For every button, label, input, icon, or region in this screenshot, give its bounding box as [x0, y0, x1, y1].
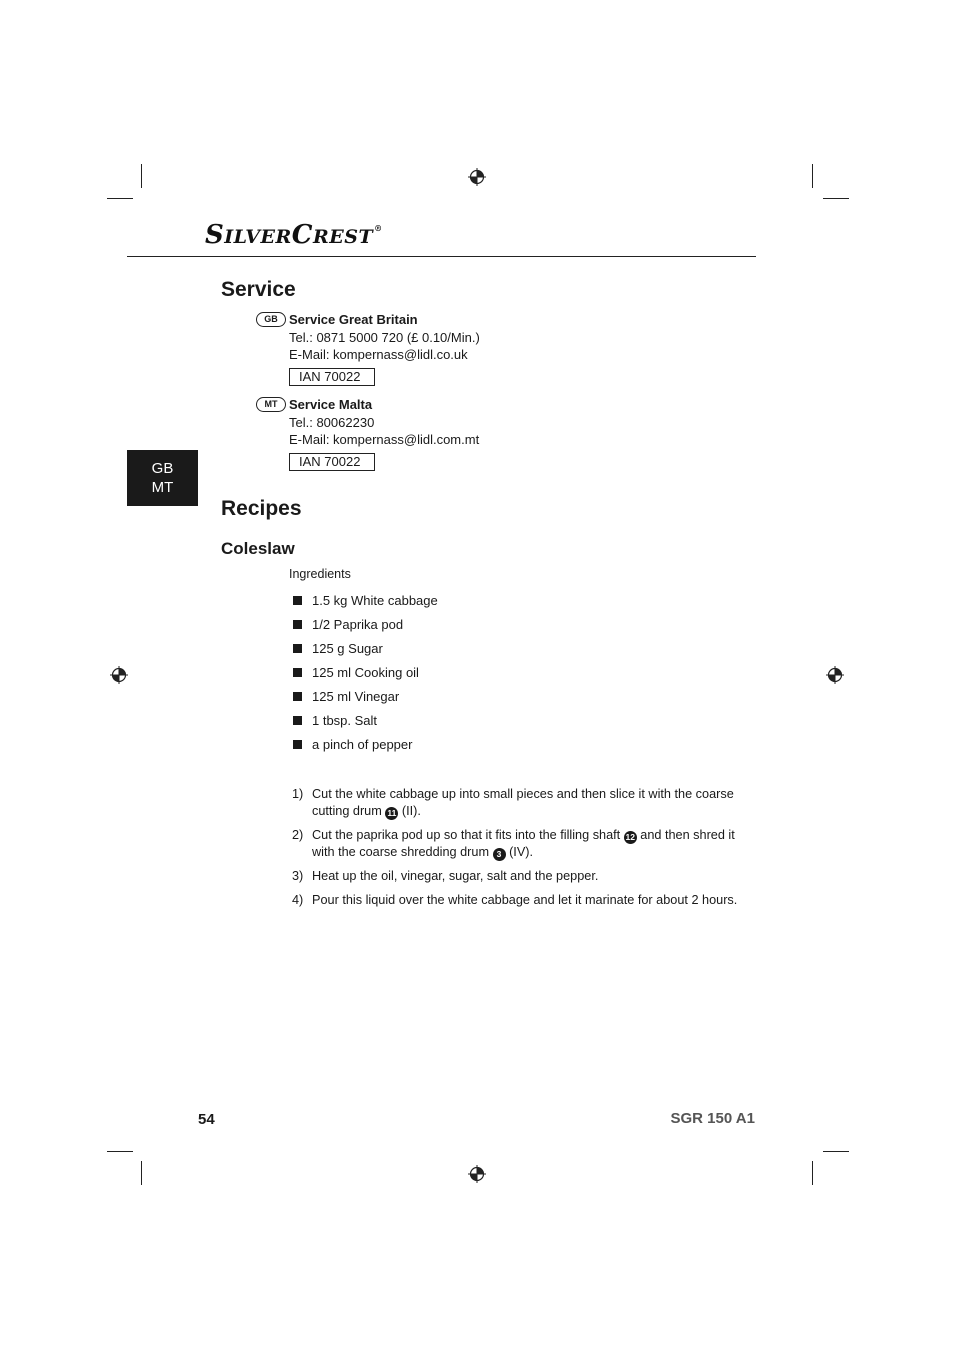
registered-mark: ® — [374, 223, 383, 233]
registration-mark-icon — [468, 168, 486, 186]
service-name: Service Malta — [289, 397, 373, 412]
logo-text: ILVER — [224, 226, 292, 248]
recipe-title: Coleslaw — [221, 539, 295, 558]
step-number: 2) — [292, 828, 304, 842]
ingredient-text: 125 ml Cooking oil — [312, 665, 419, 680]
step-item — [292, 868, 742, 885]
crop-mark — [823, 1151, 849, 1152]
crop-mark — [823, 198, 849, 199]
instruction-steps — [292, 786, 742, 916]
step-number: 1) — [292, 787, 304, 801]
logo-text: REST — [313, 226, 374, 248]
ingredient-text: 1.5 kg White cabbage — [312, 593, 438, 608]
service-name: Service Great Britain — [289, 312, 418, 327]
silvercrest-logo — [205, 222, 383, 248]
header-divider — [127, 256, 756, 257]
step-text-part: Cut the paprika pod up so that it fits into the filling shaft — [312, 828, 624, 842]
ingredient-text: 1 tbsp. Salt — [312, 713, 378, 728]
list-item — [293, 640, 438, 664]
bullet-square-icon — [293, 668, 302, 677]
service-email: E-Mail: kompernass@lidl.com.mt — [289, 432, 480, 447]
bullet-square-icon — [293, 716, 302, 725]
registration-mark-icon — [110, 666, 128, 684]
bullet-square-icon — [293, 620, 302, 629]
crop-mark — [107, 198, 133, 199]
crop-mark — [812, 164, 813, 188]
crop-mark — [812, 1161, 813, 1185]
list-item — [293, 712, 438, 736]
ian-box: IAN 70022 — [289, 368, 375, 386]
step-item — [292, 786, 742, 820]
step-item — [292, 827, 742, 861]
country-badge-gb: GB — [256, 312, 286, 327]
step-text-part: Cut the white cabbage up into small pieces and then slice it with the coarse cutting drum — [312, 787, 734, 818]
logo-text: S — [205, 220, 225, 250]
bullet-square-icon — [293, 740, 302, 749]
list-item — [293, 688, 438, 712]
language-tab-line: MT — [151, 479, 174, 496]
service-tel: Tel.: 80062230 — [289, 414, 375, 430]
crop-mark — [141, 1161, 142, 1185]
list-item — [293, 736, 438, 760]
step-text-part: (IV). — [505, 845, 534, 859]
country-badge-mt: MT — [256, 397, 286, 412]
language-tab — [127, 450, 198, 506]
language-tab-line: GB — [151, 460, 174, 477]
registration-mark-icon — [826, 666, 844, 684]
ingredient-text: 1/2 Paprika pod — [312, 617, 404, 632]
list-item — [293, 616, 438, 640]
step-text-part: and then shred it with the coarse shredding drum — [312, 828, 735, 859]
service-entry-gb — [289, 311, 480, 386]
step-number: 3) — [292, 869, 304, 883]
step-number: 4) — [292, 893, 304, 907]
bullet-square-icon — [293, 644, 302, 653]
registration-mark-icon — [468, 1165, 486, 1183]
service-email: E-Mail: kompernass@lidl.co.uk — [289, 347, 468, 362]
step-text: Heat up the oil, vinegar, sugar, salt and the pepper. — [312, 869, 599, 883]
step-text — [312, 786, 742, 820]
page-number: 54 — [198, 1111, 215, 1128]
list-item — [293, 592, 438, 616]
bullet-square-icon — [293, 692, 302, 701]
recipes-heading: Recipes — [221, 497, 302, 520]
service-tel: Tel.: 0871 5000 720 (£ 0.10/Min.) — [289, 329, 480, 345]
ingredient-text: 125 g Sugar — [312, 641, 383, 656]
ingredients-list — [293, 592, 438, 760]
service-entry-mt — [289, 396, 479, 471]
ingredient-text: 125 ml Vinegar — [312, 689, 400, 704]
logo-text: C — [291, 220, 313, 250]
ingredient-text: a pinch of pepper — [312, 737, 413, 752]
part-number-icon: 11 — [387, 808, 397, 818]
crop-mark — [141, 164, 142, 188]
service-heading: Service — [221, 278, 296, 301]
bullet-square-icon — [293, 596, 302, 605]
ian-box: IAN 70022 — [289, 453, 375, 471]
part-number-icon: 12 — [625, 832, 635, 842]
step-text-part: (II). — [398, 804, 421, 818]
crop-mark — [107, 1151, 133, 1152]
ingredients-label: Ingredients — [289, 567, 351, 581]
step-item — [292, 892, 742, 909]
list-item — [293, 664, 438, 688]
model-number: SGR 150 A1 — [670, 1110, 755, 1127]
step-text — [312, 827, 742, 861]
part-number-icon: 3 — [493, 848, 506, 861]
step-text: Pour this liquid over the white cabbage and let it marinate for about 2 hours. — [312, 893, 738, 907]
